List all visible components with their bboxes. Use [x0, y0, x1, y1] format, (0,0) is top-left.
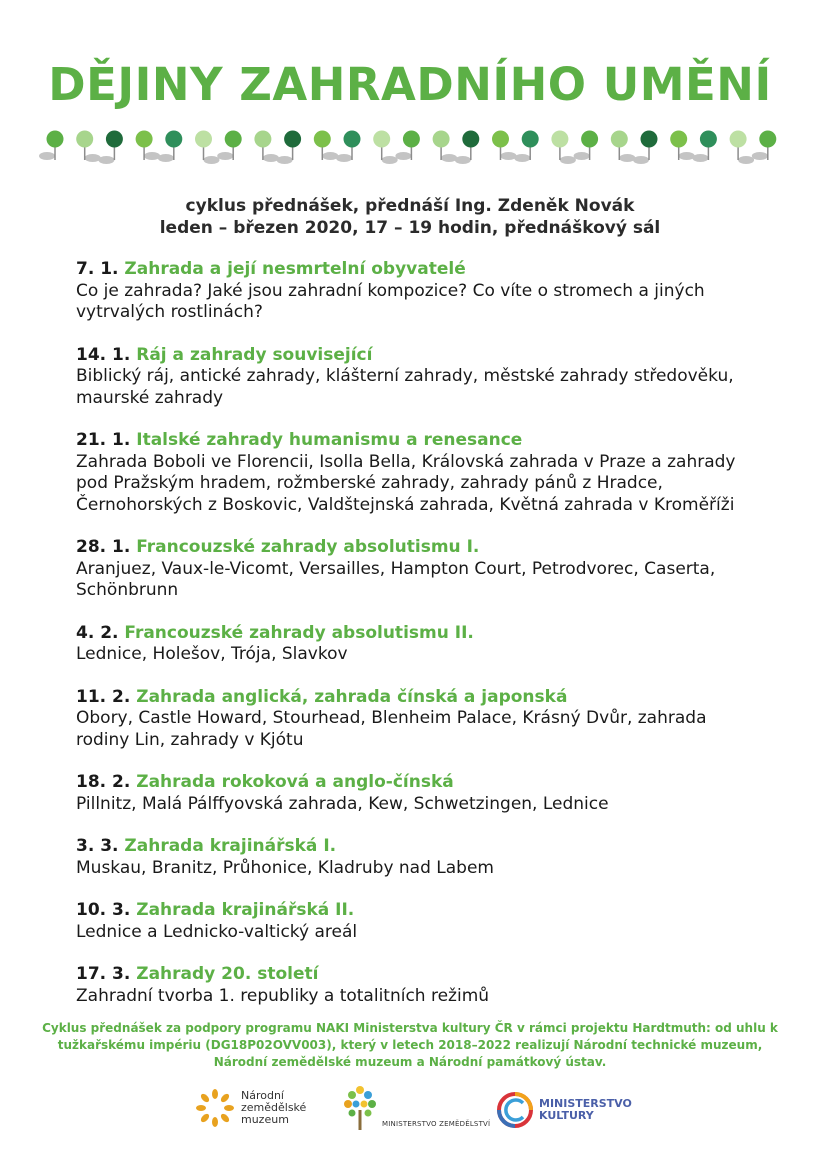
- tree-crown: [700, 131, 717, 148]
- lecture-description: Biblický ráj, antické zahrady, klášterní zahrady, městské zahrady středověku, maurské zahrady: [76, 366, 734, 408]
- leaf-shape: [336, 154, 352, 162]
- lecture-entry: [76, 259, 756, 324]
- lecture-description: Zahradní tvorba 1. republiky a totalitních režimů: [76, 985, 490, 1006]
- tree-crown: [403, 131, 420, 148]
- leaf-shape: [752, 152, 768, 160]
- leaf-shape: [217, 152, 233, 160]
- subtitle-line-1: cyklus přednášek, přednáší Ing. Zdeněk Novák: [185, 196, 635, 216]
- lecture-date: 3. 3.: [76, 836, 119, 856]
- tree-crown: [373, 131, 390, 148]
- lecture-entry: [76, 964, 756, 1007]
- narodni-zemedelske-muzeum-logo: [195, 1088, 306, 1128]
- leaf-shape: [39, 152, 55, 160]
- lecture-description: Aranjuez, Vaux-le-Vicomt, Versailles, Hampton Court, Petrodvorec, Caserta, Schönbrunn: [76, 558, 716, 600]
- leaf-shape: [514, 154, 530, 162]
- tree-crown: [759, 131, 776, 148]
- partner-logos: [0, 1080, 820, 1150]
- tree-crown: [195, 131, 212, 148]
- tree-crown: [136, 131, 153, 148]
- ring-logo-icon: [495, 1090, 535, 1130]
- nzm-text-line-2: zemědělské: [241, 1101, 307, 1114]
- leaf-shape: [382, 156, 398, 164]
- leaf-shape: [204, 156, 220, 164]
- subtitle: [0, 195, 820, 239]
- tree-crown: [433, 131, 450, 148]
- tree-crown: [730, 131, 747, 148]
- leaf-shape: [441, 154, 457, 162]
- leaf-shape: [395, 152, 411, 160]
- leaf-shape: [738, 156, 754, 164]
- tree-crown: [462, 131, 479, 148]
- lecture-entry: [76, 623, 756, 666]
- lecture-topic: Francouzské zahrady absolutismu II.: [124, 622, 474, 643]
- tree-crown: [551, 131, 568, 148]
- tree-crown: [492, 131, 509, 148]
- leaf-shape: [263, 154, 279, 162]
- ministerstvo-zemedelstvi-logo: [340, 1082, 490, 1134]
- lecture-entry: [76, 772, 756, 815]
- tree-crown: [254, 131, 271, 148]
- lecture-program: [76, 259, 756, 1028]
- lecture-entry: [76, 687, 756, 752]
- nzm-text-line-3: muzeum: [241, 1113, 289, 1126]
- leaf-shape: [85, 154, 101, 162]
- lecture-entry: [76, 430, 756, 516]
- tree-crown: [641, 131, 658, 148]
- tree-crown: [522, 131, 539, 148]
- lecture-entry: [76, 345, 756, 410]
- tree-crown: [611, 131, 628, 148]
- lecture-description: Obory, Castle Howard, Stourhead, Blenheim Palace, Krásný Dvůr, zahrada rodiny Lin, zahrady v Kjótu: [76, 708, 707, 750]
- tree-crown: [76, 131, 93, 148]
- lecture-description: Muskau, Branitz, Průhonice, Kladruby nad Labem: [76, 857, 494, 878]
- leaf-shape: [98, 156, 114, 164]
- mze-text: MINISTERSTVO ZEMĚDĚLSTVÍ: [382, 1120, 491, 1128]
- lecture-topic: Zahrada krajinářská I.: [124, 836, 337, 856]
- lecture-date: 10. 3.: [76, 900, 131, 920]
- tree-icon: [340, 1082, 380, 1134]
- lecture-date: 17. 3.: [76, 964, 131, 984]
- lecture-date: 4. 2.: [76, 622, 119, 643]
- lecture-date: 14. 1.: [76, 344, 131, 365]
- lecture-entry: [76, 900, 756, 943]
- lecture-topic: Zahrada rokoková a anglo-čínská: [136, 772, 454, 792]
- lecture-date: 21. 1.: [76, 430, 131, 450]
- leaf-shape: [679, 152, 695, 160]
- funding-note: Cyklus přednášek za podpory programu NAKI Ministerstva kultury ČR v rámci projektu Hardtmuth: od uhlu k tužkařskému impériu (DG18P02OVV003), který v letech 2018–2022 realizují Národní technické muzeum, Národní zemědělské muzeum a Národní památkový ústav.: [42, 1021, 778, 1069]
- lecture-description: Zahrada Boboli ve Florencii, Isolla Bella, Královská zahrada v Praze a zahrady pod Pražským hradem, rožmberské zahrady, zahrady pánů z Hradce, Černohorských z Boskovic, Valdštejnská zahrada, Květná zahrada v Kroměříži: [76, 451, 736, 515]
- sun-wheat-icon: [195, 1088, 235, 1128]
- tree-crown: [165, 131, 182, 148]
- lecture-topic: Italské zahrady humanismu a renesance: [136, 430, 523, 450]
- leaf-shape: [692, 154, 708, 162]
- subtitle-line-2: leden – březen 2020, 17 – 19 hodin, přednáškový sál: [159, 218, 661, 238]
- lecture-topic: Francouzské zahrady absolutismu I.: [136, 537, 480, 557]
- lecture-entry: [76, 836, 756, 879]
- lecture-date: 7. 1.: [76, 259, 119, 279]
- tree-crown: [47, 131, 64, 148]
- ministerstvo-kultury-logo: [495, 1090, 632, 1130]
- lecture-topic: Zahrada krajinářská II.: [136, 900, 355, 920]
- nzm-text-line-1: Národní: [241, 1089, 284, 1102]
- leaf-shape: [144, 152, 160, 160]
- leaf-shape: [560, 156, 576, 164]
- lecture-entry: [76, 537, 756, 602]
- tree-crown: [314, 131, 331, 148]
- tree-crown: [581, 131, 598, 148]
- lecture-description: Lednice, Holešov, Trója, Slavkov: [76, 644, 348, 664]
- leaf-shape: [455, 156, 471, 164]
- lecture-topic: Ráj a zahrady související: [136, 344, 373, 365]
- tree-crown: [106, 131, 123, 148]
- leaf-shape: [158, 154, 174, 162]
- leaf-shape: [633, 156, 649, 164]
- lecture-description: Lednice a Lednicko-valtický areál: [76, 921, 358, 942]
- lecture-topic: Zahrada anglická, zahrada čínská a japonská: [136, 686, 568, 707]
- leaf-shape: [322, 152, 338, 160]
- mk-text-line-2: KULTURY: [539, 1109, 594, 1122]
- tree-crown: [284, 131, 301, 148]
- tree-row-decoration: [0, 126, 820, 186]
- lecture-date: 28. 1.: [76, 537, 131, 557]
- lecture-topic: Zahrady 20. století: [136, 964, 319, 984]
- leaf-shape: [277, 156, 293, 164]
- tree-crown: [225, 131, 242, 148]
- mk-text-line-1: MINISTERSTVO: [539, 1097, 632, 1110]
- leaf-shape: [574, 152, 590, 160]
- lecture-date: 11. 2.: [76, 686, 131, 707]
- page-title: DĚJINY ZAHRADNÍHO UMĚNÍ: [48, 58, 772, 111]
- tree-crown: [670, 131, 687, 148]
- lecture-description: Pillnitz, Malá Pálffyovská zahrada, Kew, Schwetzingen, Lednice: [76, 793, 609, 814]
- leaf-shape: [619, 154, 635, 162]
- leaf-shape: [501, 152, 517, 160]
- lecture-date: 18. 2.: [76, 772, 131, 792]
- lecture-topic: Zahrada a její nesmrtelní obyvatelé: [124, 259, 466, 279]
- lecture-description: Co je zahrada? Jaké jsou zahradní kompozice? Co víte o stromech a jiných vytrvalých rostlinách?: [76, 280, 705, 322]
- tree-crown: [344, 131, 361, 148]
